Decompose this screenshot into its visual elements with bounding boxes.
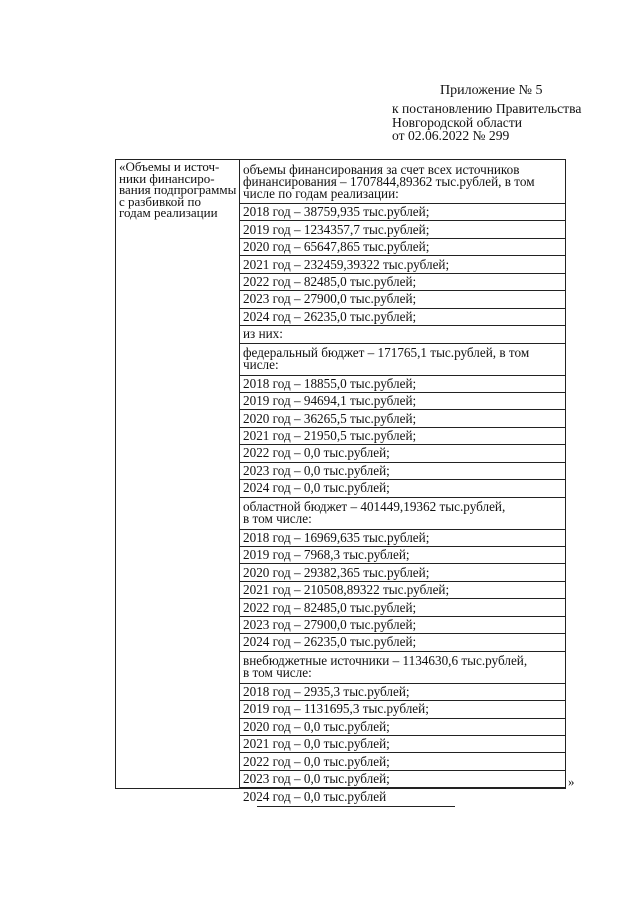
table-row-text: 2022 год – 0,0 тыс.рублей; <box>243 445 390 461</box>
appendix-title: Приложение № 5 <box>440 83 543 98</box>
table-row-text: 2018 год – 2935,3 тыс.рублей; <box>243 683 410 699</box>
table-row <box>240 564 565 581</box>
appendix-reference-line: к постановлению Правительства <box>392 101 582 116</box>
table-row-text: 2023 год – 27900,0 тыс.рублей; <box>243 616 417 632</box>
table-row-text: 2019 год – 94694,1 тыс.рублей; <box>243 393 417 409</box>
table-row-text: 2023 год – 27900,0 тыс.рублей; <box>243 291 417 307</box>
table-row <box>240 480 565 497</box>
table-row <box>240 547 565 564</box>
table-row <box>240 393 565 410</box>
table-row <box>240 428 565 445</box>
table-row <box>240 582 565 599</box>
end-divider-line <box>257 806 455 807</box>
table-row-text: областной бюджет – 401449,19362 тыс.рублей, <box>243 499 506 515</box>
table-row-text: 2020 год – 0,0 тыс.рублей; <box>243 718 390 734</box>
appendix-reference-line: от 02.06.2022 № 299 <box>392 128 510 143</box>
label-line: годам реализации <box>119 205 218 220</box>
table-row-text: 2018 год – 16969,635 тыс.рублей; <box>243 529 430 545</box>
financing-table <box>115 159 566 804</box>
table-row <box>240 160 565 204</box>
table-row-text: 2020 год – 29382,365 тыс.рублей; <box>243 564 430 580</box>
table-row <box>240 344 565 376</box>
table-row-text: объемы финансирования за счет всех источников <box>243 161 520 177</box>
table-row-text: 2019 год – 1131695,3 тыс.рублей; <box>243 701 429 717</box>
table-row-text: 2020 год – 36265,5 тыс.рублей; <box>243 410 417 426</box>
table-row-text: 2018 год – 38759,935 тыс.рублей; <box>243 204 430 220</box>
table-row-text: в том числе: <box>243 665 312 681</box>
table-row <box>240 239 565 256</box>
table-row <box>240 274 565 291</box>
table-row <box>240 684 565 701</box>
appendix-reference <box>392 102 581 143</box>
table-row-text: 2023 год – 0,0 тыс.рублей; <box>243 771 390 787</box>
table-row <box>240 652 565 684</box>
table-row <box>240 445 565 462</box>
table-row-text: 2019 год – 1234357,7 тыс.рублей; <box>243 221 430 237</box>
table-row <box>240 701 565 718</box>
table-row-text: финансирования – 1707844,89362 тыс.рублей, в том <box>243 173 535 189</box>
table-row-text: 2021 год – 210508,89322 тыс.рублей; <box>243 582 450 598</box>
closing-quote: » <box>568 774 575 789</box>
table-row-text: числе по годам реализации: <box>243 185 399 201</box>
table-row <box>240 771 565 788</box>
table-row <box>240 410 565 427</box>
table-row-text: 2020 год – 65647,865 тыс.рублей; <box>243 239 430 255</box>
table-row <box>240 204 565 221</box>
table-row-text: 2021 год – 232459,39322 тыс.рублей; <box>243 256 450 272</box>
table-row <box>240 634 565 651</box>
table-row-text: 2023 год – 0,0 тыс.рублей; <box>243 462 390 478</box>
table-row <box>240 498 565 530</box>
table-row <box>240 788 565 805</box>
label-line: «Объемы и источ- <box>119 159 220 174</box>
table-row-text: 2019 год – 7968,3 тыс.рублей; <box>243 547 410 563</box>
table-row-text: 2024 год – 26235,0 тыс.рублей; <box>243 308 417 324</box>
financing-table-label-cell <box>116 160 240 788</box>
table-row <box>240 221 565 238</box>
table-row <box>240 376 565 393</box>
table-row <box>240 617 565 634</box>
table-row-text: 2022 год – 82485,0 тыс.рублей; <box>243 599 417 615</box>
table-row <box>240 309 565 326</box>
table-row <box>240 326 565 343</box>
table-row <box>240 256 565 273</box>
table-row-text: в том числе: <box>243 511 312 527</box>
table-row <box>240 599 565 616</box>
table-row-text: 2022 год – 0,0 тыс.рублей; <box>243 753 390 769</box>
label-line: с разбивкой по <box>119 193 201 209</box>
table-row-text: 2021 год – 0,0 тыс.рублей; <box>243 736 390 752</box>
table-row <box>240 736 565 753</box>
label-line: вания подпрограммы <box>119 182 237 197</box>
table-row-text: 2024 год – 0,0 тыс.рублей <box>243 788 387 804</box>
table-row <box>240 291 565 308</box>
label-line: ники финансиро- <box>119 170 215 186</box>
table-row <box>240 463 565 480</box>
financing-table-values-column <box>240 160 565 804</box>
table-row <box>240 753 565 770</box>
table-row-text: 2024 год – 0,0 тыс.рублей; <box>243 480 390 496</box>
table-row-text: 2024 год – 26235,0 тыс.рублей; <box>243 634 417 650</box>
table-row-text: из них: <box>243 326 283 342</box>
appendix-reference-line: Новгородской области <box>392 114 523 130</box>
table-row-text: числе: <box>243 357 279 372</box>
table-row-text: внебюджетные источники – 1134630,6 тыс.рублей, <box>243 653 528 669</box>
table-row <box>240 530 565 547</box>
table-row-text: федеральный бюджет – 171765,1 тыс.рублей, в том <box>243 345 530 360</box>
table-row-text: 2022 год – 82485,0 тыс.рублей; <box>243 273 417 289</box>
table-row-text: 2018 год – 18855,0 тыс.рублей; <box>243 375 417 391</box>
table-row <box>240 719 565 736</box>
table-row-text: 2021 год – 21950,5 тыс.рублей; <box>243 428 417 444</box>
